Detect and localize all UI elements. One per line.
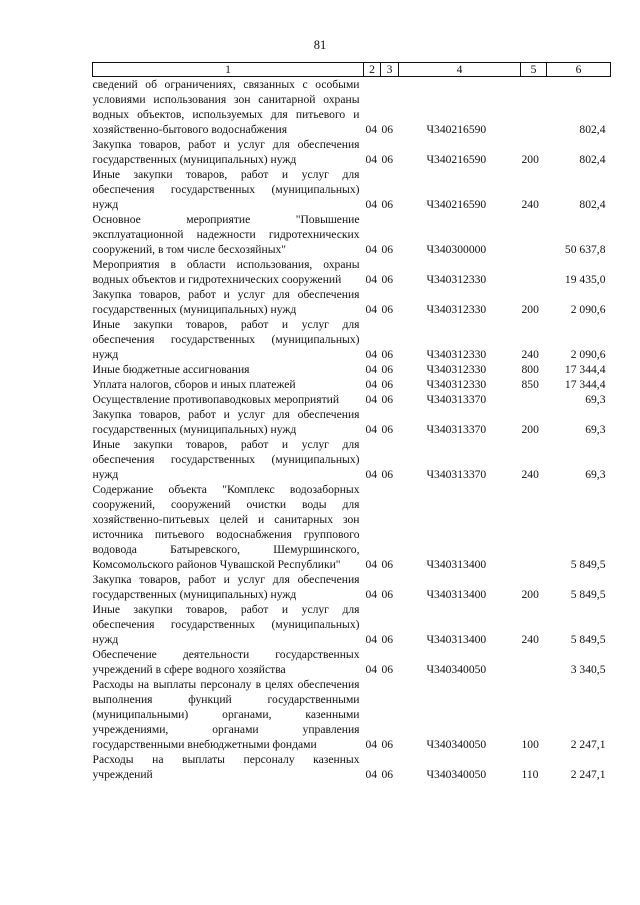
cell-name: Закупка товаров, работ и услуг для обеспечения государственных (муниципальных) нужд — [92, 288, 360, 316]
table-row — [93, 407, 611, 437]
cell-cs: Ч340340050 — [426, 768, 487, 781]
table-row — [93, 482, 611, 572]
cell-name: Иные закупки товаров, работ и услуг для обеспечения государственных (муниципальных) нужд — [92, 438, 360, 481]
cell-rz: 04 — [365, 198, 378, 211]
cell-sum: 5 849,5 — [570, 633, 606, 646]
cell-sum: 69,3 — [585, 423, 606, 436]
cell-vr — [521, 77, 547, 138]
cell-name: Иные закупки товаров, работ и услуг для обеспечения государственных (муниципальных) нужд — [92, 603, 360, 646]
cell-vr: 800 — [521, 363, 539, 376]
cell-name: Мероприятия в области использования, охраны водных объектов и гидротехнических сооружений — [92, 258, 360, 286]
cell-vr: 240 — [521, 348, 539, 361]
cell-name: Закупка товаров, работ и услуг для обеспечения государственных (муниципальных) нужд — [92, 138, 360, 166]
table-row — [93, 167, 611, 212]
cell-vr — [521, 392, 547, 407]
page-number: 81 — [313, 38, 327, 52]
cell-vr: 100 — [521, 738, 539, 751]
cell-vr: 200 — [521, 588, 539, 601]
cell-sum: 69,3 — [585, 393, 606, 406]
cell-name: Расходы на выплаты персоналу в целях обеспечения выполнения функций государственными (муниципальными) органами, казенными учреждениями, органами управления государственными внебюджетными фондами — [92, 678, 360, 751]
cell-rz: 04 — [365, 123, 378, 136]
cell-vr: 200 — [521, 303, 539, 316]
cell-cs: Ч340340050 — [426, 663, 487, 676]
cell-rz: 04 — [365, 588, 378, 601]
cell-pr: 06 — [381, 468, 394, 481]
cell-rz: 04 — [365, 738, 378, 751]
table-header-row — [93, 63, 611, 77]
header-col-6: 6 — [547, 63, 611, 77]
cell-pr: 06 — [381, 588, 394, 601]
cell-pr: 06 — [381, 423, 394, 436]
cell-name: сведений об ограничениях, связанных с особыми условиями использования зон санитарной охраны водных объектов, используемых для питьевого и хозяйственно-бытового водоснабжения — [92, 78, 360, 136]
cell-cs: Ч340216590 — [426, 123, 487, 136]
table-row — [93, 392, 611, 407]
cell-name: Закупка товаров, работ и услуг для обеспечения государственных (муниципальных) нужд — [92, 408, 360, 436]
cell-name: Содержание объекта "Комплекс водозаборных сооружений, сооружений очистки воды для хозяйственно-питьевых целей и санитарных зон источника питьевого водоснабжения группового водовода Батыревского, Шемуршинского, Комсомольского районов Чувашской Республики" — [92, 483, 360, 571]
cell-vr — [521, 212, 547, 257]
cell-rz: 04 — [365, 243, 378, 256]
cell-cs: Ч340313370 — [426, 423, 487, 436]
cell-vr: 850 — [521, 378, 539, 391]
cell-cs: Ч340340050 — [426, 738, 487, 751]
cell-pr: 06 — [381, 348, 394, 361]
cell-rz: 04 — [365, 423, 378, 436]
header-col-4: 4 — [399, 63, 521, 77]
cell-vr: 200 — [521, 423, 539, 436]
cell-sum: 2 090,6 — [570, 348, 606, 361]
table-row — [93, 137, 611, 167]
cell-pr: 06 — [381, 363, 394, 376]
cell-cs: Ч340216590 — [426, 198, 487, 211]
cell-vr — [521, 482, 547, 572]
table-row — [93, 602, 611, 647]
table-row — [93, 317, 611, 362]
cell-rz: 04 — [365, 468, 378, 481]
cell-sum: 802,4 — [579, 198, 606, 211]
cell-cs: Ч340312330 — [426, 363, 487, 376]
cell-rz: 04 — [365, 633, 378, 646]
cell-cs: Ч340312330 — [426, 378, 487, 391]
cell-rz: 04 — [365, 378, 378, 391]
cell-sum: 802,4 — [579, 153, 606, 166]
cell-cs: Ч340313400 — [426, 633, 487, 646]
cell-sum: 2 247,1 — [570, 768, 606, 781]
table-row — [93, 377, 611, 392]
table-row — [93, 437, 611, 482]
cell-sum: 17 344,4 — [564, 363, 606, 376]
cell-name: Основное мероприятие "Повышение эксплуатационной надежности гидротехнических сооружений, в том числе бесхозяйных" — [92, 213, 360, 256]
cell-cs: Ч340312330 — [426, 348, 487, 361]
cell-sum: 5 849,5 — [570, 588, 606, 601]
cell-pr: 06 — [381, 393, 394, 406]
cell-rz: 04 — [365, 273, 378, 286]
cell-rz: 04 — [365, 663, 378, 676]
cell-cs: Ч340313370 — [426, 393, 487, 406]
table-row — [93, 287, 611, 317]
cell-sum: 2 247,1 — [570, 738, 606, 751]
cell-pr: 06 — [381, 738, 394, 751]
cell-sum: 802,4 — [579, 123, 606, 136]
cell-cs: Ч340312330 — [426, 303, 487, 316]
cell-vr: 200 — [521, 153, 539, 166]
cell-vr: 240 — [521, 198, 539, 211]
table-row — [93, 77, 611, 138]
cell-name: Обеспечение деятельности государственных учреждений в сфере водного хозяйства — [92, 648, 360, 676]
cell-rz: 04 — [365, 768, 378, 781]
header-col-2: 2 — [364, 63, 381, 77]
cell-vr: 240 — [521, 468, 539, 481]
cell-vr — [521, 257, 547, 287]
cell-pr: 06 — [381, 273, 394, 286]
cell-name: Иные бюджетные ассигнования — [92, 363, 250, 376]
header-col-1: 1 — [93, 63, 364, 77]
cell-rz: 04 — [365, 153, 378, 166]
cell-pr: 06 — [381, 378, 394, 391]
cell-sum: 69,3 — [585, 468, 606, 481]
cell-cs: Ч340313370 — [426, 468, 487, 481]
cell-pr: 06 — [381, 768, 394, 781]
cell-pr: 06 — [381, 198, 394, 211]
cell-pr: 06 — [381, 123, 394, 136]
cell-name: Расходы на выплаты персоналу казенных учреждений — [92, 753, 360, 781]
table-row — [93, 212, 611, 257]
cell-name: Закупка товаров, работ и услуг для обеспечения государственных (муниципальных) нужд — [92, 573, 360, 601]
cell-name: Иные закупки товаров, работ и услуг для обеспечения государственных (муниципальных) нужд — [92, 318, 360, 361]
cell-vr: 240 — [521, 633, 539, 646]
cell-rz: 04 — [365, 363, 378, 376]
table-row — [93, 752, 611, 782]
cell-rz: 04 — [365, 303, 378, 316]
table-row — [93, 362, 611, 377]
cell-rz: 04 — [365, 393, 378, 406]
cell-name: Уплата налогов, сборов и иных платежей — [92, 378, 296, 391]
cell-cs: Ч340312330 — [426, 273, 487, 286]
cell-pr: 06 — [381, 558, 394, 571]
cell-vr — [521, 647, 547, 677]
cell-name: Осуществление противопаводковых мероприятий — [92, 393, 340, 406]
cell-cs: Ч340216590 — [426, 153, 487, 166]
table-row — [93, 677, 611, 752]
cell-vr: 110 — [521, 768, 539, 781]
cell-sum: 3 340,5 — [570, 663, 606, 676]
cell-pr: 06 — [381, 663, 394, 676]
cell-sum: 50 637,8 — [564, 243, 606, 256]
table-row — [93, 257, 611, 287]
header-col-5: 5 — [521, 63, 547, 77]
cell-pr: 06 — [381, 633, 394, 646]
cell-sum: 2 090,6 — [570, 303, 606, 316]
budget-table — [92, 62, 611, 782]
cell-cs: Ч340313400 — [426, 558, 487, 571]
table-row — [93, 647, 611, 677]
table-row — [93, 572, 611, 602]
cell-sum: 19 435,0 — [564, 273, 606, 286]
cell-cs: Ч340313400 — [426, 588, 487, 601]
cell-sum: 5 849,5 — [570, 558, 606, 571]
cell-cs: Ч340300000 — [426, 243, 487, 256]
cell-pr: 06 — [381, 303, 394, 316]
cell-rz: 04 — [365, 348, 378, 361]
cell-name: Иные закупки товаров, работ и услуг для обеспечения государственных (муниципальных) нужд — [92, 168, 360, 211]
cell-pr: 06 — [381, 243, 394, 256]
cell-pr: 06 — [381, 153, 394, 166]
header-col-3: 3 — [381, 63, 399, 77]
cell-rz: 04 — [365, 558, 378, 571]
table-body — [93, 77, 611, 783]
cell-sum: 17 344,4 — [564, 378, 606, 391]
